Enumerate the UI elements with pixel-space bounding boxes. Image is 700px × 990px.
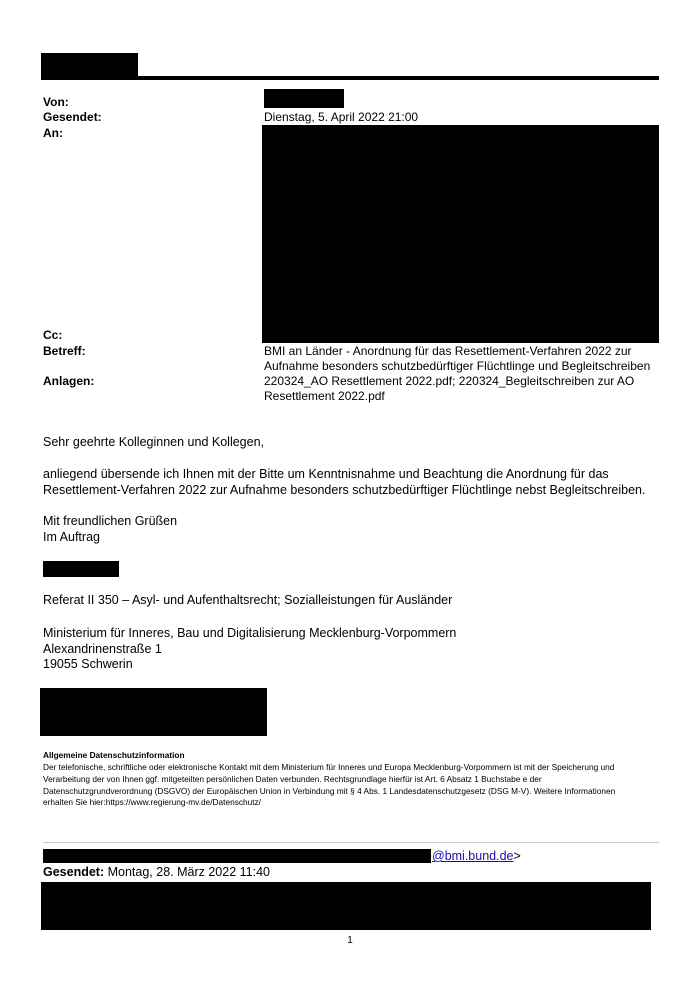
redacted-forward-details [41,882,651,930]
redacted-from [264,89,344,108]
privacy-line-2: Verarbeitung der von Ihnen ggf. mitgeteilten persönlichen Daten verbunden. Rechtsgrundlage hierfür ist Art. 6 Absatz 1 Buchstabe e der [43,774,542,784]
signature-department: Referat II 350 – Asyl- und Aufenthaltsrecht; Sozialleistungen für Ausländer [43,593,453,607]
forward-email-domain[interactable]: @bmi.bund.de [432,849,514,863]
redacted-header-name [41,53,138,78]
from-label: Von: [43,95,69,109]
forward-email-suffix: > [513,849,521,863]
redacted-signature-name [43,561,119,577]
header-rule [41,76,659,80]
redacted-recipients [262,125,659,343]
forward-separator [43,842,659,843]
subject-line-1: BMI an Länder - Anordnung für das Resettlement-Verfahren 2022 zur [264,344,632,358]
page-number: 1 [347,935,353,946]
forward-sender-email[interactable] [432,848,521,864]
body-paragraph-line-2: Resettlement-Verfahren 2022 zur Aufnahme besonders schutzbedürftiger Flüchtlinge nebst Begleitschreiben. [43,483,646,497]
signature-ministry: Ministerium für Inneres, Bau und Digitalisierung Mecklenburg-Vorpommern [43,626,457,640]
forward-sent [43,864,270,880]
sent-label: Gesendet: [43,110,102,124]
forward-sent-value: Montag, 28. März 2022 11:40 [104,865,270,879]
privacy-line-4[interactable]: erhalten Sie hier:https://www.regierung-mv.de/Datenschutz/ [43,797,261,807]
body-paragraph-line-1: anliegend übersende ich Ihnen mit der Bitte um Kenntnisnahme und Beachtung die Anordnung für das [43,467,609,481]
privacy-line-3: Datenschutzgrundverordnung (DSGVO) der Europäischen Union in Verbindung mit § 4 Abs. 1 Landesdatenschutzgesetz (DSG M-V). Weitere Informationen [43,786,616,796]
redacted-forward-sender [43,849,431,863]
closing-regards: Mit freundlichen Grüßen [43,514,178,528]
signature-street: Alexandrinenstraße 1 [43,642,162,656]
to-label: An: [43,126,63,140]
greeting: Sehr geehrte Kolleginnen und Kollegen, [43,435,265,449]
attachments-line-2[interactable]: Resettlement 2022.pdf [264,389,385,403]
sent-value: Dienstag, 5. April 2022 21:00 [264,110,419,124]
forward-sent-label: Gesendet: [43,865,105,879]
subject-label: Betreff: [43,344,86,358]
redacted-contact-block [40,688,267,736]
signature-city: 19055 Schwerin [43,657,133,671]
closing-on-behalf: Im Auftrag [43,530,100,544]
privacy-line-1: Der telefonische, schriftliche oder elektronische Kontakt mit dem Ministerium für Inneres und Europa Mecklenburg-Vorpommern ist mit der Speicherung und [43,762,615,772]
attachments-label: Anlagen: [43,374,95,388]
subject-line-2: Aufnahme besonders schutzbedürftiger Flüchtlinge und Begleitschreiben [264,359,651,373]
privacy-title: Allgemeine Datenschutzinformation [43,750,185,760]
attachments-line-1[interactable]: 220324_AO Resettlement 2022.pdf; 220324_Begleitschreiben zur AO [264,374,635,388]
cc-label: Cc: [43,328,63,342]
